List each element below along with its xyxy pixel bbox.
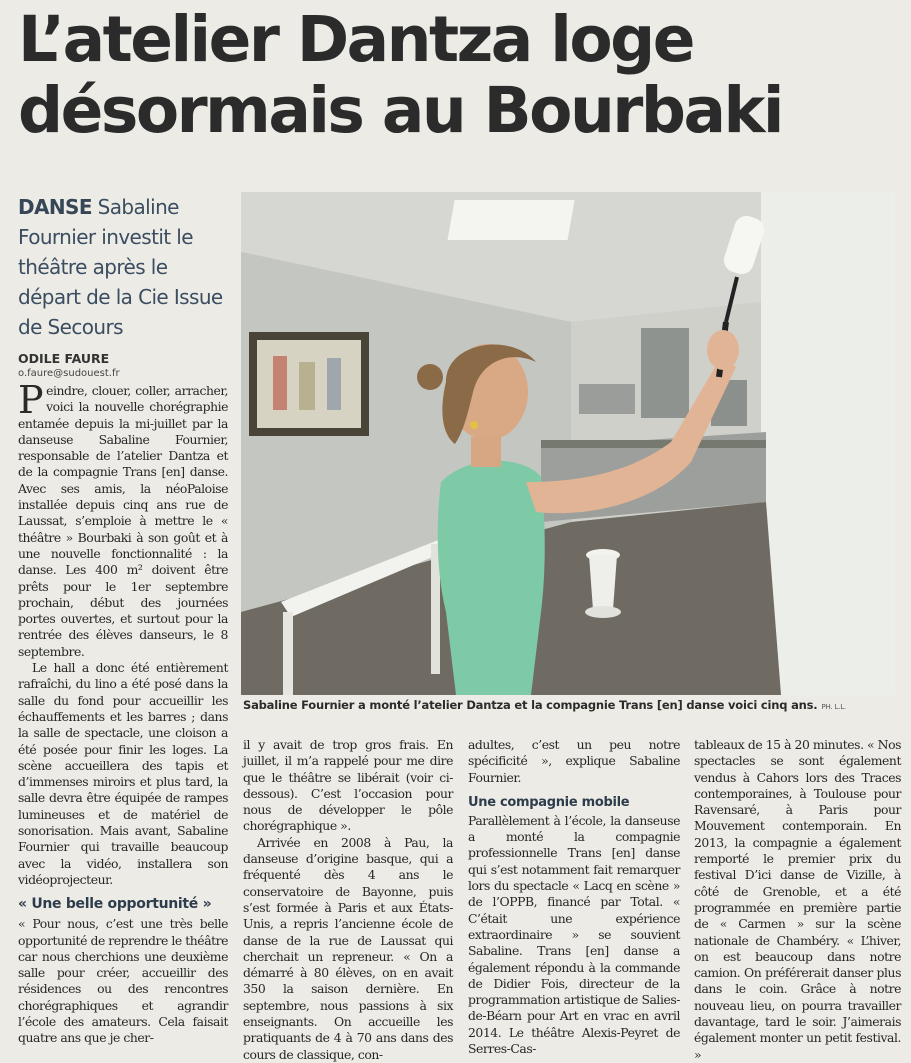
paragraph-text: eindre, clouer, coller, arracher, voici la nouvelle chorégraphie entamée depuis la mi-juillet par la danseuse Sabaline Fournier, responsable de l’atelier Dantza et de la compagnie Trans [en] danse. Avec ses amis, la néoPaloise installée depuis cinq ans rue de Laussat, s’emploie à mettre le « théâtre » Bourbaki à son goût et à une nouvelle fonctionnalité : la danse. Les 400 m² doivent être prêts pour le 1er septembre prochain, début des journées portes ouvertes, et surtout pour la rentrée des élèves danseurs, le 8 septembre.: [18, 383, 228, 659]
kicker: [18, 192, 233, 342]
article-photo: [241, 192, 895, 695]
paragraph: « Pour nous, c’est une très belle opportunité de reprendre le théâtre car nous cherchions une deuxième salle pour créer, accueillir des résidences ou des rencontres chorégraphiques et agrandir l’école des amateurs. Cela faisait quatre ans que je cher-: [18, 916, 229, 1046]
paragraph: [18, 378, 228, 660]
headline: [18, 4, 903, 146]
author-email: o.faure@sudouest.fr: [18, 368, 120, 379]
article-column-1: [18, 378, 229, 1047]
photo-credit: PH. L.L.: [821, 703, 846, 711]
section-subhead: « Une belle opportunité »: [18, 896, 212, 913]
paragraph: adultes, c’est un peu notre spécificité », explique Sabaline Fournier.: [468, 737, 680, 785]
kicker-tag: DANSE: [18, 195, 92, 219]
kicker-text: Sabaline Fournier investit le théâtre après le départ de la Cie Issue de Secours: [18, 195, 223, 339]
article-column-3: [468, 737, 680, 1057]
author-name: ODILE FAURE: [18, 351, 110, 366]
paragraph: Arrivée en 2008 à Pau, la danseuse d’origine basque, qui a fréquenté dès 4 ans le conservatoire de Bayonne, puis s’est formée à Paris et aux États-Unis, a repris l’ancienne école de danse de la rue de Laussat qui cherchait un repreneur. « On a démarré à 80 élèves, on en avait 350 la saison dernière. En septembre, nous passions à six enseignants. On accueille les pratiquants de 4 à 70 ans dans des cours de classique, con-: [243, 834, 453, 1062]
drop-cap: P: [18, 378, 44, 422]
section-subhead: Une compagnie mobile: [468, 794, 630, 810]
byline: [18, 351, 233, 379]
paragraph: il y avait de trop gros frais. En juillet, il m’a rappelé pour me dire que le théâtre se libérait (voir ci-dessous). C’est l’occasion pour nous de développer le pôle chorégraphique ».: [243, 737, 453, 834]
photo-caption: [243, 698, 903, 712]
headline-line-1: L’atelier Dantza loge: [18, 3, 693, 76]
caption-text: Sabaline Fournier a monté l’atelier Dantza et la compagnie Trans [en] danse voici cinq ans.: [243, 698, 818, 712]
article-column-4: [694, 737, 901, 1063]
article-column-2: [243, 737, 453, 1063]
paragraph: tableaux de 15 à 20 minutes. « Nos spectacles se sont également vendus à Cahors lors des Traces contemporaines, à Toulouse pour Ravensaré, à Paris pour Mouvement contemporain. En 2013, la compagnie a également remporté le premier prix du festival D’ici danse de Vizille, à côté de Grenoble, et a été programmée en première partie de « Carmen » sur la scène nationale de Chambéry. « L’hiver, on est beaucoup dans notre camion. On préférerait danser plus dans le coin. Grâce à notre nouveau lieu, on pourra travailler davantage, tard le soir. J’aimerais également monter un petit festival. »: [694, 737, 901, 1062]
paragraph: Le hall a donc été entièrement rafraîchi, du lino a été posé dans la salle du fond pour accueillir les échauffements et les barres ; dans la salle de spectacle, une cloison a été posée pour finir les loges. La scène accueillera des tapis et d’immenses miroirs et plus tard, la salle devra être équipée de rampes lumineuses et de matériel de sonorisation. Mais avant, Sabaline Fournier qui travaille beaucoup avec la vidéo, installera son vidéoprojecteur.: [18, 660, 228, 887]
paragraph: Parallèlement à l’école, la danseuse a monté la compagnie professionnelle Trans [en] danse qui s’est notamment fait remarquer lors du spectacle « Lacq en scène » de l’OPPB, financé par Total. « C’était une expérience extraordinaire » se souvient Sabaline. Trans [en] danse a également répondu à la commande de Didier Fois, directeur de la programmation artistique de Salies-de-Béarn pour Art en vrac en avril 2014. Le théâtre Alexis-Peyret de Serres-Cas-: [468, 812, 680, 1057]
headline-line-2: désormais au Bourbaki: [18, 74, 782, 147]
